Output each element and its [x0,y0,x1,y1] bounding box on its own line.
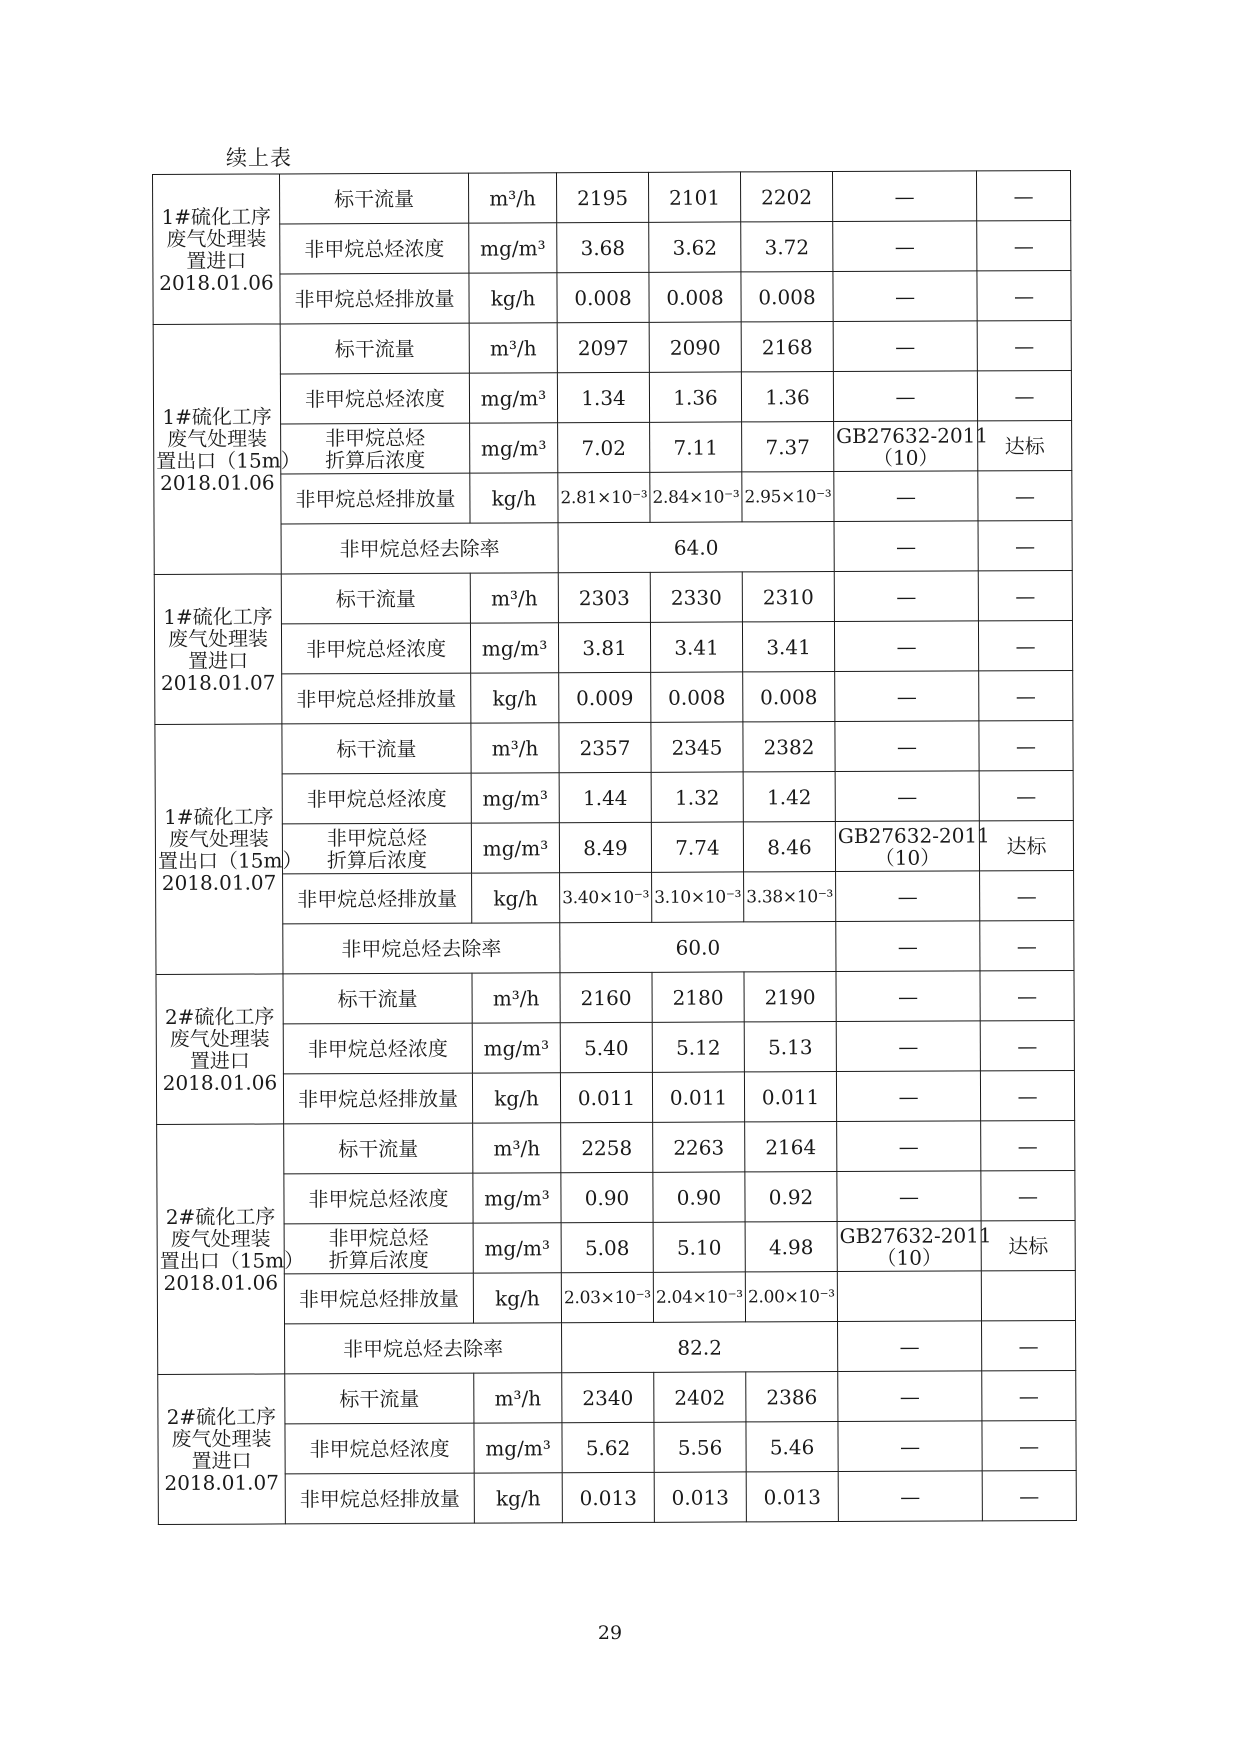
item-cell [284,1223,473,1274]
unit-cell: m³/h [468,173,556,223]
result-cell: — [978,520,1072,570]
location-line: 废气处理装 [168,825,269,851]
location-line: 2#硫化工序 [164,1003,275,1029]
value-cell: 2160 [560,972,652,1022]
standard-cell [836,1071,980,1122]
sampling-location-cell [158,1374,286,1525]
table-row-removal-rate [156,920,1074,974]
standard-cell [835,721,979,772]
item-line: 折算后浓度 [325,447,426,472]
value-cell: 2263 [653,1122,745,1172]
result-cell: — [982,1420,1076,1470]
item-line: 非甲烷总烃浓度 [307,1036,448,1061]
unit-cell: m³/h [473,1123,561,1173]
item-cell [284,1273,473,1324]
value-cell: 5.56 [654,1422,746,1472]
standard-cell [838,1471,982,1522]
value-cell: 3.10×10⁻³ [652,872,744,922]
value-cell: 1.34 [557,372,649,422]
standard-cell [833,271,977,322]
removal-rate-label: 非甲烷总烃去除率 [281,523,558,574]
item-line: 非甲烷总烃浓度 [309,1436,450,1461]
value-cell: 4.98 [745,1222,837,1272]
table-row [153,170,1071,224]
unit-cell: m³/h [470,573,558,623]
result-cell: 达标 [981,1220,1075,1270]
sampling-location-cell [153,174,281,325]
standard-line: — [900,1434,921,1459]
standard-line: — [896,734,918,759]
value-cell: 8.46 [743,822,835,872]
table-row [157,1270,1075,1324]
page-number: 29 [597,1622,623,1644]
result-cell: — [980,1070,1074,1120]
value-cell: 7.74 [651,822,743,872]
item-cell [280,223,469,274]
location-line: 1#硫化工序 [163,603,273,629]
location-line: 2#硫化工序 [165,1203,276,1229]
table-row [153,270,1071,324]
monitoring-results-table [152,170,1077,1525]
value-cell: 0.008 [557,272,649,322]
table-row [153,220,1071,274]
table-row [156,1070,1074,1124]
table-row-removal-rate [158,1320,1076,1374]
value-cell: 1.32 [651,772,743,822]
unit-cell: m³/h [469,323,557,373]
result-cell: — [980,920,1074,970]
value-cell: 0.013 [562,1472,654,1522]
standard-line: — [897,884,918,909]
value-cell: 3.40×10⁻³ [560,872,652,922]
item-cell [282,723,471,774]
table-row [154,570,1072,624]
item-cell [280,273,469,324]
value-cell: 5.46 [746,1422,838,1472]
unit-cell: kg/h [472,873,560,923]
value-cell: 2340 [562,1372,654,1422]
standard-cell [835,821,990,872]
table-row [155,770,1073,824]
item-line: 非甲烷总烃 [326,825,427,850]
standard-cell: — [834,521,978,572]
location-line: 置进口 [189,1048,250,1073]
table-row [154,470,1072,524]
value-cell: 0.008 [649,272,741,322]
standard-cell [834,571,978,622]
table-row [157,1120,1075,1174]
location-line: 置出口（15m） [159,1247,305,1273]
standard-line: — [894,284,916,309]
standard-line: — [898,1084,919,1109]
unit-cell: m³/h [474,1373,562,1423]
standard-cell [837,1171,981,1222]
location-line: 2018.01.06 [162,1069,278,1095]
unit-cell: mg/m³ [469,223,557,273]
value-cell: 7.37 [742,422,834,472]
item-cell [282,823,471,874]
item-cell [282,673,471,724]
value-cell: 0.90 [561,1172,653,1222]
standard-cell [835,671,979,722]
item-line: 折算后浓度 [326,847,428,872]
item-line: 标干流量 [335,586,416,611]
unit-cell: mg/m³ [469,373,557,423]
item-line: 非甲烷总烃排放量 [296,686,457,711]
standard-cell: — [838,1321,982,1372]
value-cell: 2258 [561,1122,653,1172]
value-cell: 2.03×10⁻³ [561,1272,653,1322]
location-line: 1#硫化工序 [164,803,274,829]
location-line: 废气处理装 [167,426,268,451]
result-cell: — [977,370,1071,420]
unit-cell: kg/h [471,673,559,723]
table-row [155,720,1073,774]
unit-cell: kg/h [472,1073,560,1123]
result-cell: — [980,970,1074,1020]
item-line: 标干流量 [336,736,417,761]
standard-cell [833,371,977,422]
standard-line: — [896,584,917,609]
standard-cell [834,421,989,472]
value-cell: 2168 [741,322,833,372]
value-cell: 3.68 [557,222,649,272]
value-cell: 1.36 [649,372,741,422]
result-cell [981,1270,1075,1320]
location-line: 置出口（15m） [157,847,303,873]
item-cell [283,973,472,1024]
value-cell: 2180 [652,972,744,1022]
value-cell: 7.11 [650,422,742,472]
unit-cell: kg/h [474,1473,562,1523]
value-cell: 0.008 [651,672,743,722]
value-cell: 0.008 [743,672,835,722]
standard-line: — [896,684,917,709]
standard-line: — [900,1484,921,1509]
table-row [154,620,1072,674]
value-cell: 2310 [742,572,834,622]
result-cell: — [978,620,1072,670]
result-cell: — [981,1170,1075,1220]
standard-line: （10） [872,445,939,470]
unit-cell: mg/m³ [471,823,559,873]
item-cell [282,773,471,824]
result-cell: 达标 [978,420,1072,470]
item-line: 非甲烷总烃 [328,1225,429,1250]
location-line: 2018.01.06 [159,269,274,295]
item-line: 非甲烷总烃浓度 [308,1186,449,1211]
standard-line: — [895,484,916,509]
standard-cell: — [836,921,980,972]
table-row [156,970,1074,1024]
location-line: 2018.01.07 [161,869,277,895]
value-cell: 7.02 [558,422,650,472]
value-cell: 2.00×10⁻³ [745,1272,837,1322]
table-row [156,1020,1074,1074]
item-cell [283,873,472,924]
removal-rate-value: 64.0 [558,522,834,573]
location-line: 置进口 [186,248,247,273]
value-cell: 3.41 [650,622,742,672]
table-row-removal-rate [154,520,1072,574]
value-cell: 0.013 [746,1472,838,1522]
value-cell: 2.84×10⁻³ [650,472,742,522]
item-line: 非甲烷总烃排放量 [294,286,455,311]
standard-cell [837,1271,981,1322]
unit-cell: kg/h [473,1273,561,1323]
value-cell: 2382 [743,722,835,772]
sampling-location-cell [153,324,301,575]
value-cell: 1.42 [743,772,835,822]
item-cell [281,423,470,474]
removal-rate-value: 60.0 [560,922,836,973]
value-cell: 3.38×10⁻³ [744,872,836,922]
table-row [156,870,1074,924]
value-cell: 2164 [745,1122,837,1172]
item-line: 非甲烷总烃浓度 [304,236,445,261]
unit-cell: mg/m³ [474,1423,562,1473]
location-line: 2018.01.06 [163,1269,279,1295]
location-line: 废气处理装 [171,1425,272,1451]
location-line: 废气处理装 [169,1025,270,1051]
standard-line [840,1296,979,1297]
standard-line: — [898,1184,920,1209]
value-cell: 2101 [648,172,740,222]
value-cell: 0.92 [745,1172,837,1222]
standard-line: （10） [876,1245,943,1270]
item-line: 非甲烷总烃排放量 [297,1086,459,1111]
standard-line: — [899,1384,920,1409]
table-row [157,1170,1075,1224]
standard-cell [832,171,976,222]
standard-line: — [894,184,915,209]
standard-line: — [896,634,917,659]
result-cell: — [982,1470,1076,1520]
value-cell: 0.013 [654,1472,746,1522]
item-cell [285,1423,474,1474]
standard-line: — [897,784,918,809]
unit-cell: mg/m³ [471,773,559,823]
standard-cell [833,221,977,272]
unit-cell: kg/h [470,473,558,523]
standard-cell [836,1021,980,1072]
value-cell: 5.62 [562,1422,654,1472]
result-cell: — [979,670,1073,720]
value-cell: 5.10 [653,1222,745,1272]
table-body [153,170,1077,1524]
standard-cell [834,621,978,672]
unit-cell: m³/h [471,723,559,773]
location-line: 1#硫化工序 [162,403,272,429]
standard-line: GB27632-2011 [837,822,990,848]
standard-cell [838,1371,982,1422]
item-line: 非甲烷总烃排放量 [298,1286,459,1311]
table-row [158,1470,1076,1524]
value-cell: 5.13 [744,1022,836,1072]
value-cell: 2357 [559,722,651,772]
table-continuation-caption: 续上表 [226,146,292,170]
result-cell: — [978,470,1072,520]
item-line: 标干流量 [339,1386,420,1411]
result-cell: — [977,220,1071,270]
standard-cell [836,971,980,1022]
standard-line: — [898,1034,919,1059]
location-line: 置进口 [188,648,249,673]
unit-cell: kg/h [469,273,557,323]
value-cell: 2303 [558,572,650,622]
standard-line: — [895,334,916,359]
standard-cell [837,1221,992,1272]
table-row [158,1370,1076,1424]
item-line: 非甲烷总烃排放量 [297,886,458,911]
result-cell: — [980,1020,1074,1070]
standard-line: — [895,384,916,409]
value-cell: 2090 [649,322,741,372]
value-cell: 2386 [746,1372,838,1422]
standard-cell [833,321,977,372]
location-line: 2018.01.07 [164,1469,280,1495]
standard-line: GB27632-2011 [836,422,989,448]
standard-cell [834,471,978,522]
removal-rate-label: 非甲烷总烃去除率 [283,923,560,974]
unit-cell: mg/m³ [473,1173,561,1223]
item-cell [283,1073,472,1124]
value-cell: 0.009 [559,672,651,722]
value-cell: 0.90 [653,1172,745,1222]
item-cell [280,323,469,374]
item-line: 非甲烷总烃浓度 [306,636,447,661]
value-cell: 2202 [740,172,832,222]
value-cell: 2330 [650,572,742,622]
item-line: 非甲烷总烃浓度 [306,786,447,811]
item-line: 折算后浓度 [328,1247,429,1272]
value-cell: 5.08 [561,1222,653,1272]
standard-line: — [898,1134,919,1159]
item-line: 标干流量 [334,186,415,211]
item-line: 标干流量 [338,1136,419,1161]
result-cell: — [979,770,1073,820]
standard-line: — [894,234,915,259]
value-cell: 0.011 [744,1072,836,1122]
item-line: 标干流量 [334,336,415,361]
item-cell [284,1123,473,1174]
result-cell: — [977,270,1071,320]
sampling-location-cell [156,974,284,1125]
table-row [158,1420,1076,1474]
removal-rate-value: 82.2 [562,1322,838,1373]
value-cell: 2.04×10⁻³ [653,1272,745,1322]
result-cell: — [982,1370,1076,1420]
standard-line: GB27632-2011 [839,1222,992,1248]
item-cell [284,1173,473,1224]
value-cell: 1.44 [559,772,651,822]
value-cell: 2.95×10⁻³ [742,472,834,522]
value-cell: 0.008 [741,272,833,322]
item-cell [281,623,470,674]
standard-cell [835,771,979,822]
item-cell [285,1373,474,1424]
location-line: 废气处理装 [167,625,269,651]
item-cell [281,473,470,524]
result-cell: — [976,170,1070,220]
result-cell: — [981,1120,1075,1170]
location-line: 废气处理装 [166,226,267,251]
item-cell [280,373,469,424]
location-line: 废气处理装 [170,1225,271,1251]
standard-cell [838,1421,982,1472]
result-cell: — [982,1320,1076,1370]
standard-cell [836,871,980,922]
value-cell: 2.81×10⁻³ [558,472,650,522]
location-line: 1#硫化工序 [161,203,271,229]
table-row [153,370,1071,424]
value-cell: 2195 [556,172,648,222]
value-cell: 3.41 [742,622,834,672]
value-cell: 1.36 [741,372,833,422]
table-row [155,670,1073,724]
location-line: 2#硫化工序 [166,1403,277,1429]
standard-cell [837,1121,981,1172]
standard-line: （10） [874,845,941,870]
value-cell: 8.49 [559,822,651,872]
location-line: 2018.01.06 [160,469,275,495]
value-cell: 3.62 [649,222,741,272]
unit-cell: mg/m³ [473,1223,561,1273]
value-cell: 0.011 [560,1072,652,1122]
item-cell [283,1023,472,1074]
sampling-location-cell [154,574,282,725]
item-cell [280,173,469,224]
result-cell: 达标 [979,820,1073,870]
value-cell: 5.12 [652,1022,744,1072]
value-cell: 2345 [651,722,743,772]
value-cell: 2097 [557,322,649,372]
value-cell: 3.72 [741,222,833,272]
value-cell: 5.40 [560,1022,652,1072]
result-cell: — [978,570,1072,620]
removal-rate-label: 非甲烷总烃去除率 [285,1323,562,1374]
unit-cell: mg/m³ [470,623,558,673]
value-cell: 2190 [744,972,836,1022]
item-line: 非甲烷总烃排放量 [295,486,456,511]
item-cell [285,1473,474,1524]
table-row [153,320,1071,374]
location-line: 置出口（15m） [156,447,301,473]
unit-cell: mg/m³ [470,423,558,473]
unit-cell: m³/h [472,973,560,1023]
location-line: 2018.01.07 [160,669,276,695]
item-line: 非甲烷总烃排放量 [299,1486,460,1511]
value-cell: 0.011 [652,1072,744,1122]
sampling-location-cell [155,724,303,975]
item-line: 非甲烷总烃 [325,425,426,450]
item-cell [281,573,470,624]
standard-line: — [898,984,919,1009]
result-cell: — [977,320,1071,370]
sampling-location-cell [157,1124,305,1375]
value-cell: 3.81 [558,622,650,672]
item-line: 非甲烷总烃浓度 [304,386,446,411]
result-cell: — [980,870,1074,920]
result-cell: — [979,720,1073,770]
value-cell: 2402 [654,1372,746,1422]
unit-cell: mg/m³ [472,1023,560,1073]
item-line: 标干流量 [337,986,418,1011]
location-line: 置进口 [191,1448,252,1473]
